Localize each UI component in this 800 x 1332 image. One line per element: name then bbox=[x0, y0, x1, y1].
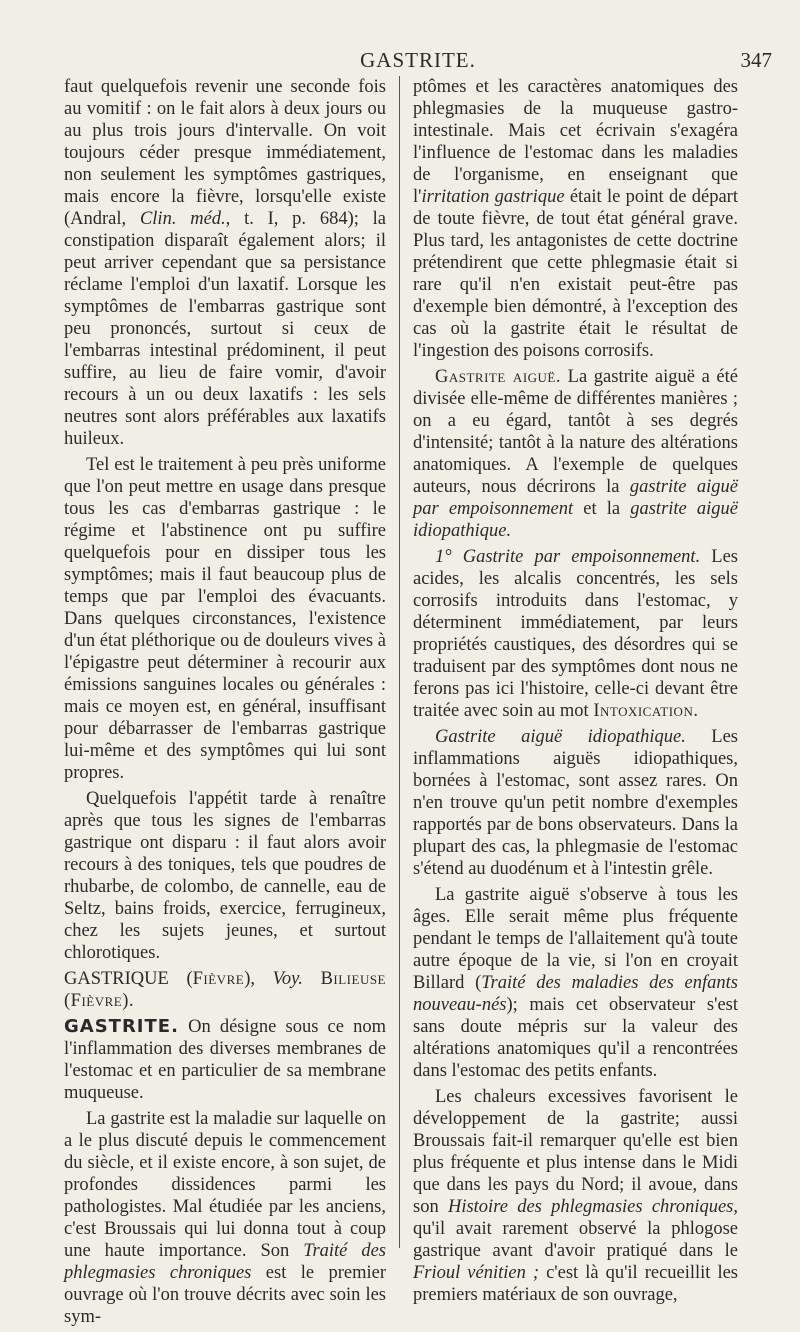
paragraph: Tel est le traitement à peu près uniforme que l'on peut mettre en usage dans presque tous les cas d'embarras gastrique : le régime et l'abstinence ont pu suffire quelquefois pour en dissiper tous les symptômes; mais il faut beaucoup plus de temps que par l'emploi des évacuants. Dans quelques circonstances, l'existence d'un état pléthorique ou de douleurs vives à l'épigastre peut déterminer à recourir aux émissions sanguines locales ou générales : mais ce moyen est, en général, insuffisant pour débarrasser de l'embarras gastrique lui-même et des symptômes qui lui sont propres. bbox=[64, 455, 386, 783]
paragraph: ptômes et les caractères anatomiques des phlegmasies de la muqueuse gastro-intestinale. Mais cet écrivain s'exagéra l'influence de l'estomac dans les maladies de l'organisme, en enseignant que l'irritation gastrique était le point de départ de toute fièvre, de tout état général grave. Plus tard, les antagonistes de cette doctrine prétendirent que cette phlegmasie était si rare qu'il n'en existait peut-être pas d'exemple bien démontré, à l'exception des cas où la gastrite était le résultat de l'ingestion des poisons corrosifs. bbox=[413, 77, 738, 361]
running-title: GASTRITE. bbox=[360, 48, 476, 72]
paragraph: faut quelquefois revenir une seconde fois au vomitif : on le fait alors à deux jours ou au plus trois jours d'intervalle. On voit toujours céder presque immédiatement, non seulement les symptômes gastriques, mais encore la fièvre, lorsqu'elle existe (Andral, Clin. méd., t. I, p. 684); la constipation disparaît également alors; il peut arriver cependant que sa persistance réclame l'emploi d'un laxatif. Lorsque les symptômes de l'embarras gastrique sont peu prononcés, surtout si ceux de l'embarras intestinal prédominent, il peut suffire, au lieu de faire vomir, d'avoir recours à un ou deux laxatifs : les sels neutres sont alors préférables aux laxatifs huileux. bbox=[64, 77, 386, 449]
dictionary-entry-gastrique: GASTRIQUE (Fièvre), Voy. Bilieuse (Fièvre). bbox=[64, 969, 387, 1011]
paragraph: La gastrite aiguë s'observe à tous les âges. Elle serait même plus fréquente pendant le temps de l'allaitement qu'à toute autre époque de la vie, si l'on en croyait Billard (Traité des maladies des enfants nouveau-nés); mais cet observateur s'est sans doute mépris sur la valeur des altérations anatomiques qu'il a rencontrées dans l'estomac des petits enfants. bbox=[413, 885, 738, 1081]
paragraph: La gastrite est la maladie sur laquelle on a le plus discuté depuis le commencement du siècle, et il existe encore, à son sujet, de profondes dissidences parmi les pathologistes. Mal étudiée par les anciens, c'est Broussais qui lui donna tout à coup une haute importance. Son Traité des phlegmasies chroniques est le premier ouvrage où l'on trouve décrits avec soin les sym- bbox=[64, 1109, 387, 1327]
paragraph: Gastrite aiguë idiopathique. Les inflammations aiguës idiopathiques, bornées à l'estomac, sont assez rares. On n'en trouve qu'un petit nombre d'exemples rapportés par de bons observateurs. Dans la plupart des cas, la phlegmasie de l'estomac s'étend au duodénum et à l'intestin grêle. bbox=[413, 727, 739, 879]
column-divider bbox=[399, 76, 400, 1248]
section-heading: 1° Gastrite par empoisonnement. bbox=[435, 547, 701, 567]
entry-headword: GASTRITE. bbox=[64, 1016, 179, 1037]
paragraph: 1° Gastrite par empoisonnement. Les acides, les alcalis concentrés, les sels corrosifs introduits dans l'estomac, y déterminent immédiatement, par leurs propriétés caustiques, des désordres qui se traduisent par des symptômes dont nous ne ferons pas ici l'histoire, celle-ci devant être traitée avec soin au mot Intoxication. bbox=[413, 547, 739, 721]
page-header bbox=[60, 46, 776, 76]
paragraph: Gastrite aiguë. La gastrite aiguë a été divisée elle-même de différentes manières ; on a eu égard, tantôt à ses degrés d'intensité; tantôt à la nature des altérations anatomiques. A l'exemple de quelques auteurs, nous décrirons la gastrite aiguë par empoisonnement et la gastrite aiguë idiopathique. bbox=[413, 367, 738, 541]
left-column bbox=[64, 76, 386, 1332]
dictionary-entry-gastrite: GASTRITE. On désigne sous ce nom l'inflammation des diverses membranes de l'estomac et en particulier de sa membrane muqueuse. bbox=[64, 1016, 386, 1103]
section-heading: Gastrite aiguë idiopathique. bbox=[435, 727, 686, 747]
paragraph: Les chaleurs excessives favorisent le développement de la gastrite; aussi Broussais fait-il remarquer qu'elle est bien plus fréquente et plus intense dans le Midi que dans les pays du Nord; il avoue, dans son Histoire des phlegmasies chroniques, qu'il avait rarement observé la phlogose gastrique avant d'avoir pratiqué dans le Frioul vénitien ; c'est là qu'il recueillit les premiers matériaux de son ouvrage, bbox=[413, 1087, 739, 1305]
right-column bbox=[413, 76, 738, 1310]
section-heading: Gastrite aiguë. bbox=[435, 367, 561, 387]
paragraph: Quelquefois l'appétit tarde à renaître après que tous les signes de l'embarras gastrique ont disparu : il faut alors avoir recours à des toniques, tels que poudres de rhubarbe, de colombo, de cannelle, eau de Seltz, bains froids, exercice, ferrugineux, chez les sujets jeunes, et surtout chlorotiques. bbox=[64, 789, 386, 963]
page-number: 347 bbox=[740, 48, 772, 72]
